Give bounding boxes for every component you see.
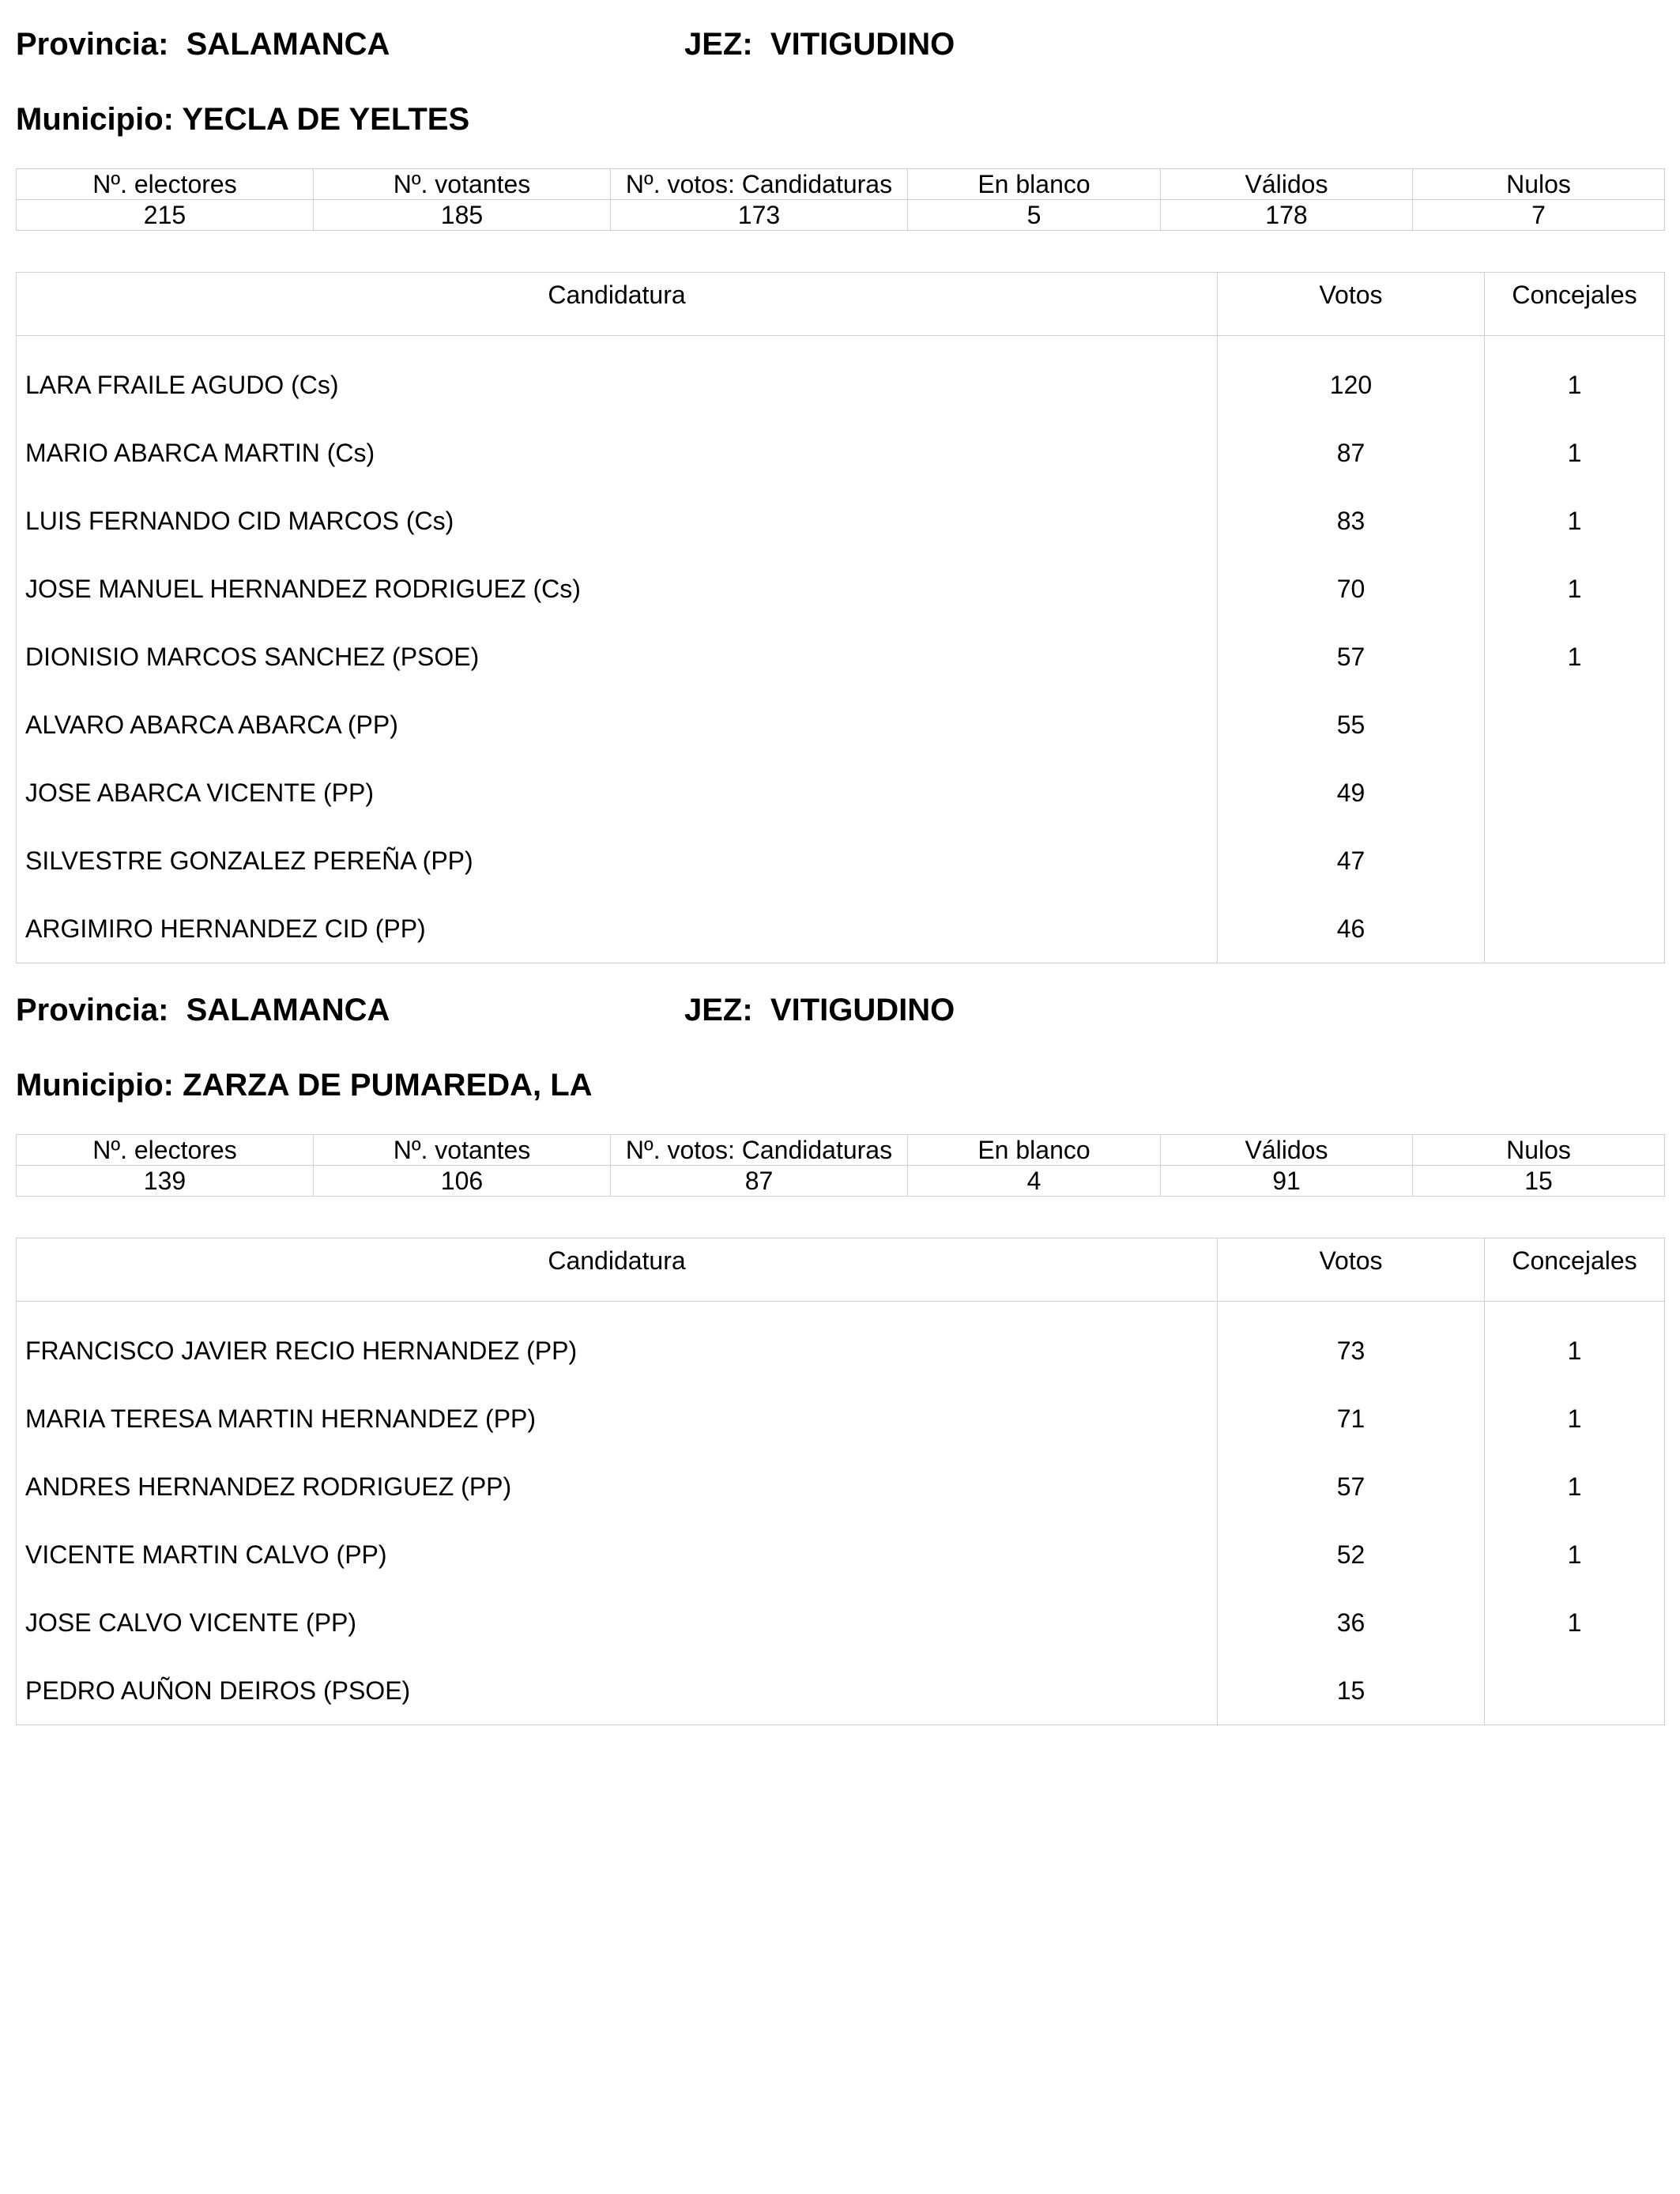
column-header: Candidatura: [17, 273, 1218, 336]
column-header: Concejales: [1485, 273, 1665, 336]
stats-value-cell: 139: [17, 1166, 314, 1197]
stats-value-cell: 91: [1161, 1166, 1413, 1197]
stats-header-cell: Nº. votos: Candidaturas: [611, 169, 908, 200]
candidate-concejales: 1: [1485, 487, 1665, 555]
candidate-name: JOSE MANUEL HERNANDEZ RODRIGUEZ (Cs): [17, 555, 1218, 623]
candidate-concejales: 1: [1485, 1453, 1665, 1521]
candidate-concejales: [1485, 827, 1665, 895]
stats-header-cell: Válidos: [1161, 1135, 1413, 1166]
candidates-header-row: [17, 1238, 1665, 1302]
candidate-row: [17, 759, 1665, 827]
candidate-votos: 120: [1218, 351, 1485, 419]
candidate-row: [17, 487, 1665, 555]
stats-value-cell: 5: [908, 200, 1161, 231]
candidates-header-row: [17, 273, 1665, 336]
candidate-name: SILVESTRE GONZALEZ PEREÑA (PP): [17, 827, 1218, 895]
stats-value-row: [17, 200, 1665, 231]
candidate-row: [17, 419, 1665, 487]
municipio-heading: Municipio: ZARZA DE PUMAREDA, LA: [16, 1068, 593, 1103]
candidate-name: ARGIMIRO HERNANDEZ CID (PP): [17, 895, 1218, 963]
candidate-concejales: [1485, 691, 1665, 759]
jez-heading: JEZ: VITIGUDINO: [684, 27, 955, 62]
candidate-votos: 49: [1218, 759, 1485, 827]
candidate-concejales: 1: [1485, 1385, 1665, 1453]
stats-value-cell: 215: [17, 200, 314, 231]
candidate-name: ANDRES HERNANDEZ RODRIGUEZ (PP): [17, 1453, 1218, 1521]
candidate-name: JOSE ABARCA VICENTE (PP): [17, 759, 1218, 827]
column-header: Votos: [1218, 1238, 1485, 1302]
stats-table: [16, 168, 1665, 231]
provincia-heading: Provincia: SALAMANCA: [16, 27, 390, 62]
candidate-name: ALVARO ABARCA ABARCA (PP): [17, 691, 1218, 759]
stats-value-cell: 106: [314, 1166, 611, 1197]
candidate-name: FRANCISCO JAVIER RECIO HERNANDEZ (PP): [17, 1317, 1218, 1385]
stats-header-row: [17, 1135, 1665, 1166]
candidate-votos: 83: [1218, 487, 1485, 555]
candidate-name: DIONISIO MARCOS SANCHEZ (PSOE): [17, 623, 1218, 691]
candidate-votos: 36: [1218, 1589, 1485, 1657]
stats-header-cell: Nulos: [1413, 1135, 1665, 1166]
candidate-name: MARIO ABARCA MARTIN (Cs): [17, 419, 1218, 487]
stats-value-cell: 7: [1413, 200, 1665, 231]
stats-value-cell: 15: [1413, 1166, 1665, 1197]
candidate-votos: 47: [1218, 827, 1485, 895]
candidate-row: [17, 1453, 1665, 1521]
stats-header-cell: Nº. votantes: [314, 169, 611, 200]
candidate-row: [17, 1521, 1665, 1589]
jez-heading: JEZ: VITIGUDINO: [684, 993, 955, 1027]
stats-header-cell: Válidos: [1161, 169, 1413, 200]
candidate-concejales: 1: [1485, 555, 1665, 623]
stats-header-cell: En blanco: [908, 1135, 1161, 1166]
candidates-table: [16, 1238, 1665, 1725]
stats-header-cell: Nº. votantes: [314, 1135, 611, 1166]
column-header: Candidatura: [17, 1238, 1218, 1302]
candidate-concejales: [1485, 759, 1665, 827]
candidate-votos: 55: [1218, 691, 1485, 759]
candidate-concejales: 1: [1485, 1317, 1665, 1385]
stats-header-cell: Nulos: [1413, 169, 1665, 200]
candidate-row: [17, 351, 1665, 419]
candidate-votos: 52: [1218, 1521, 1485, 1589]
candidate-row: [17, 895, 1665, 963]
candidate-votos: 71: [1218, 1385, 1485, 1453]
stats-header-cell: Nº. votos: Candidaturas: [611, 1135, 908, 1166]
candidates-table: [16, 272, 1665, 963]
candidate-concejales: 1: [1485, 623, 1665, 691]
stats-header-cell: Nº. electores: [17, 169, 314, 200]
stats-value-cell: 87: [611, 1166, 908, 1197]
candidate-row: [17, 1385, 1665, 1453]
candidate-name: PEDRO AUÑON DEIROS (PSOE): [17, 1657, 1218, 1725]
stats-header-cell: Nº. electores: [17, 1135, 314, 1166]
candidate-name: LUIS FERNANDO CID MARCOS (Cs): [17, 487, 1218, 555]
column-header: Concejales: [1485, 1238, 1665, 1302]
candidate-row: [17, 1589, 1665, 1657]
stats-header-row: [17, 169, 1665, 200]
candidate-votos: 70: [1218, 555, 1485, 623]
candidate-row: [17, 1317, 1665, 1385]
candidate-name: VICENTE MARTIN CALVO (PP): [17, 1521, 1218, 1589]
candidate-votos: 15: [1218, 1657, 1485, 1725]
stats-value-cell: 4: [908, 1166, 1161, 1197]
municipio-heading: Municipio: YECLA DE YELTES: [16, 102, 470, 137]
stats-value-cell: 178: [1161, 200, 1413, 231]
candidate-row: [17, 691, 1665, 759]
candidate-concejales: 1: [1485, 419, 1665, 487]
candidate-votos: 57: [1218, 623, 1485, 691]
candidate-concejales: 1: [1485, 1589, 1665, 1657]
candidate-votos: 46: [1218, 895, 1485, 963]
candidate-row: [17, 623, 1665, 691]
candidate-row: [17, 827, 1665, 895]
stats-table: [16, 1134, 1665, 1197]
column-header: Votos: [1218, 273, 1485, 336]
candidate-name: MARIA TERESA MARTIN HERNANDEZ (PP): [17, 1385, 1218, 1453]
candidate-votos: 87: [1218, 419, 1485, 487]
candidate-votos: 73: [1218, 1317, 1485, 1385]
candidate-name: JOSE CALVO VICENTE (PP): [17, 1589, 1218, 1657]
candidate-name: LARA FRAILE AGUDO (Cs): [17, 351, 1218, 419]
stats-value-cell: 173: [611, 200, 908, 231]
provincia-heading: Provincia: SALAMANCA: [16, 993, 390, 1027]
stats-header-cell: En blanco: [908, 169, 1161, 200]
candidate-concejales: [1485, 1657, 1665, 1725]
candidate-concejales: [1485, 895, 1665, 963]
candidate-concejales: 1: [1485, 1521, 1665, 1589]
stats-value-row: [17, 1166, 1665, 1197]
candidate-votos: 57: [1218, 1453, 1485, 1521]
stats-value-cell: 185: [314, 200, 611, 231]
candidate-row: [17, 555, 1665, 623]
candidate-concejales: 1: [1485, 351, 1665, 419]
candidate-row: [17, 1657, 1665, 1725]
